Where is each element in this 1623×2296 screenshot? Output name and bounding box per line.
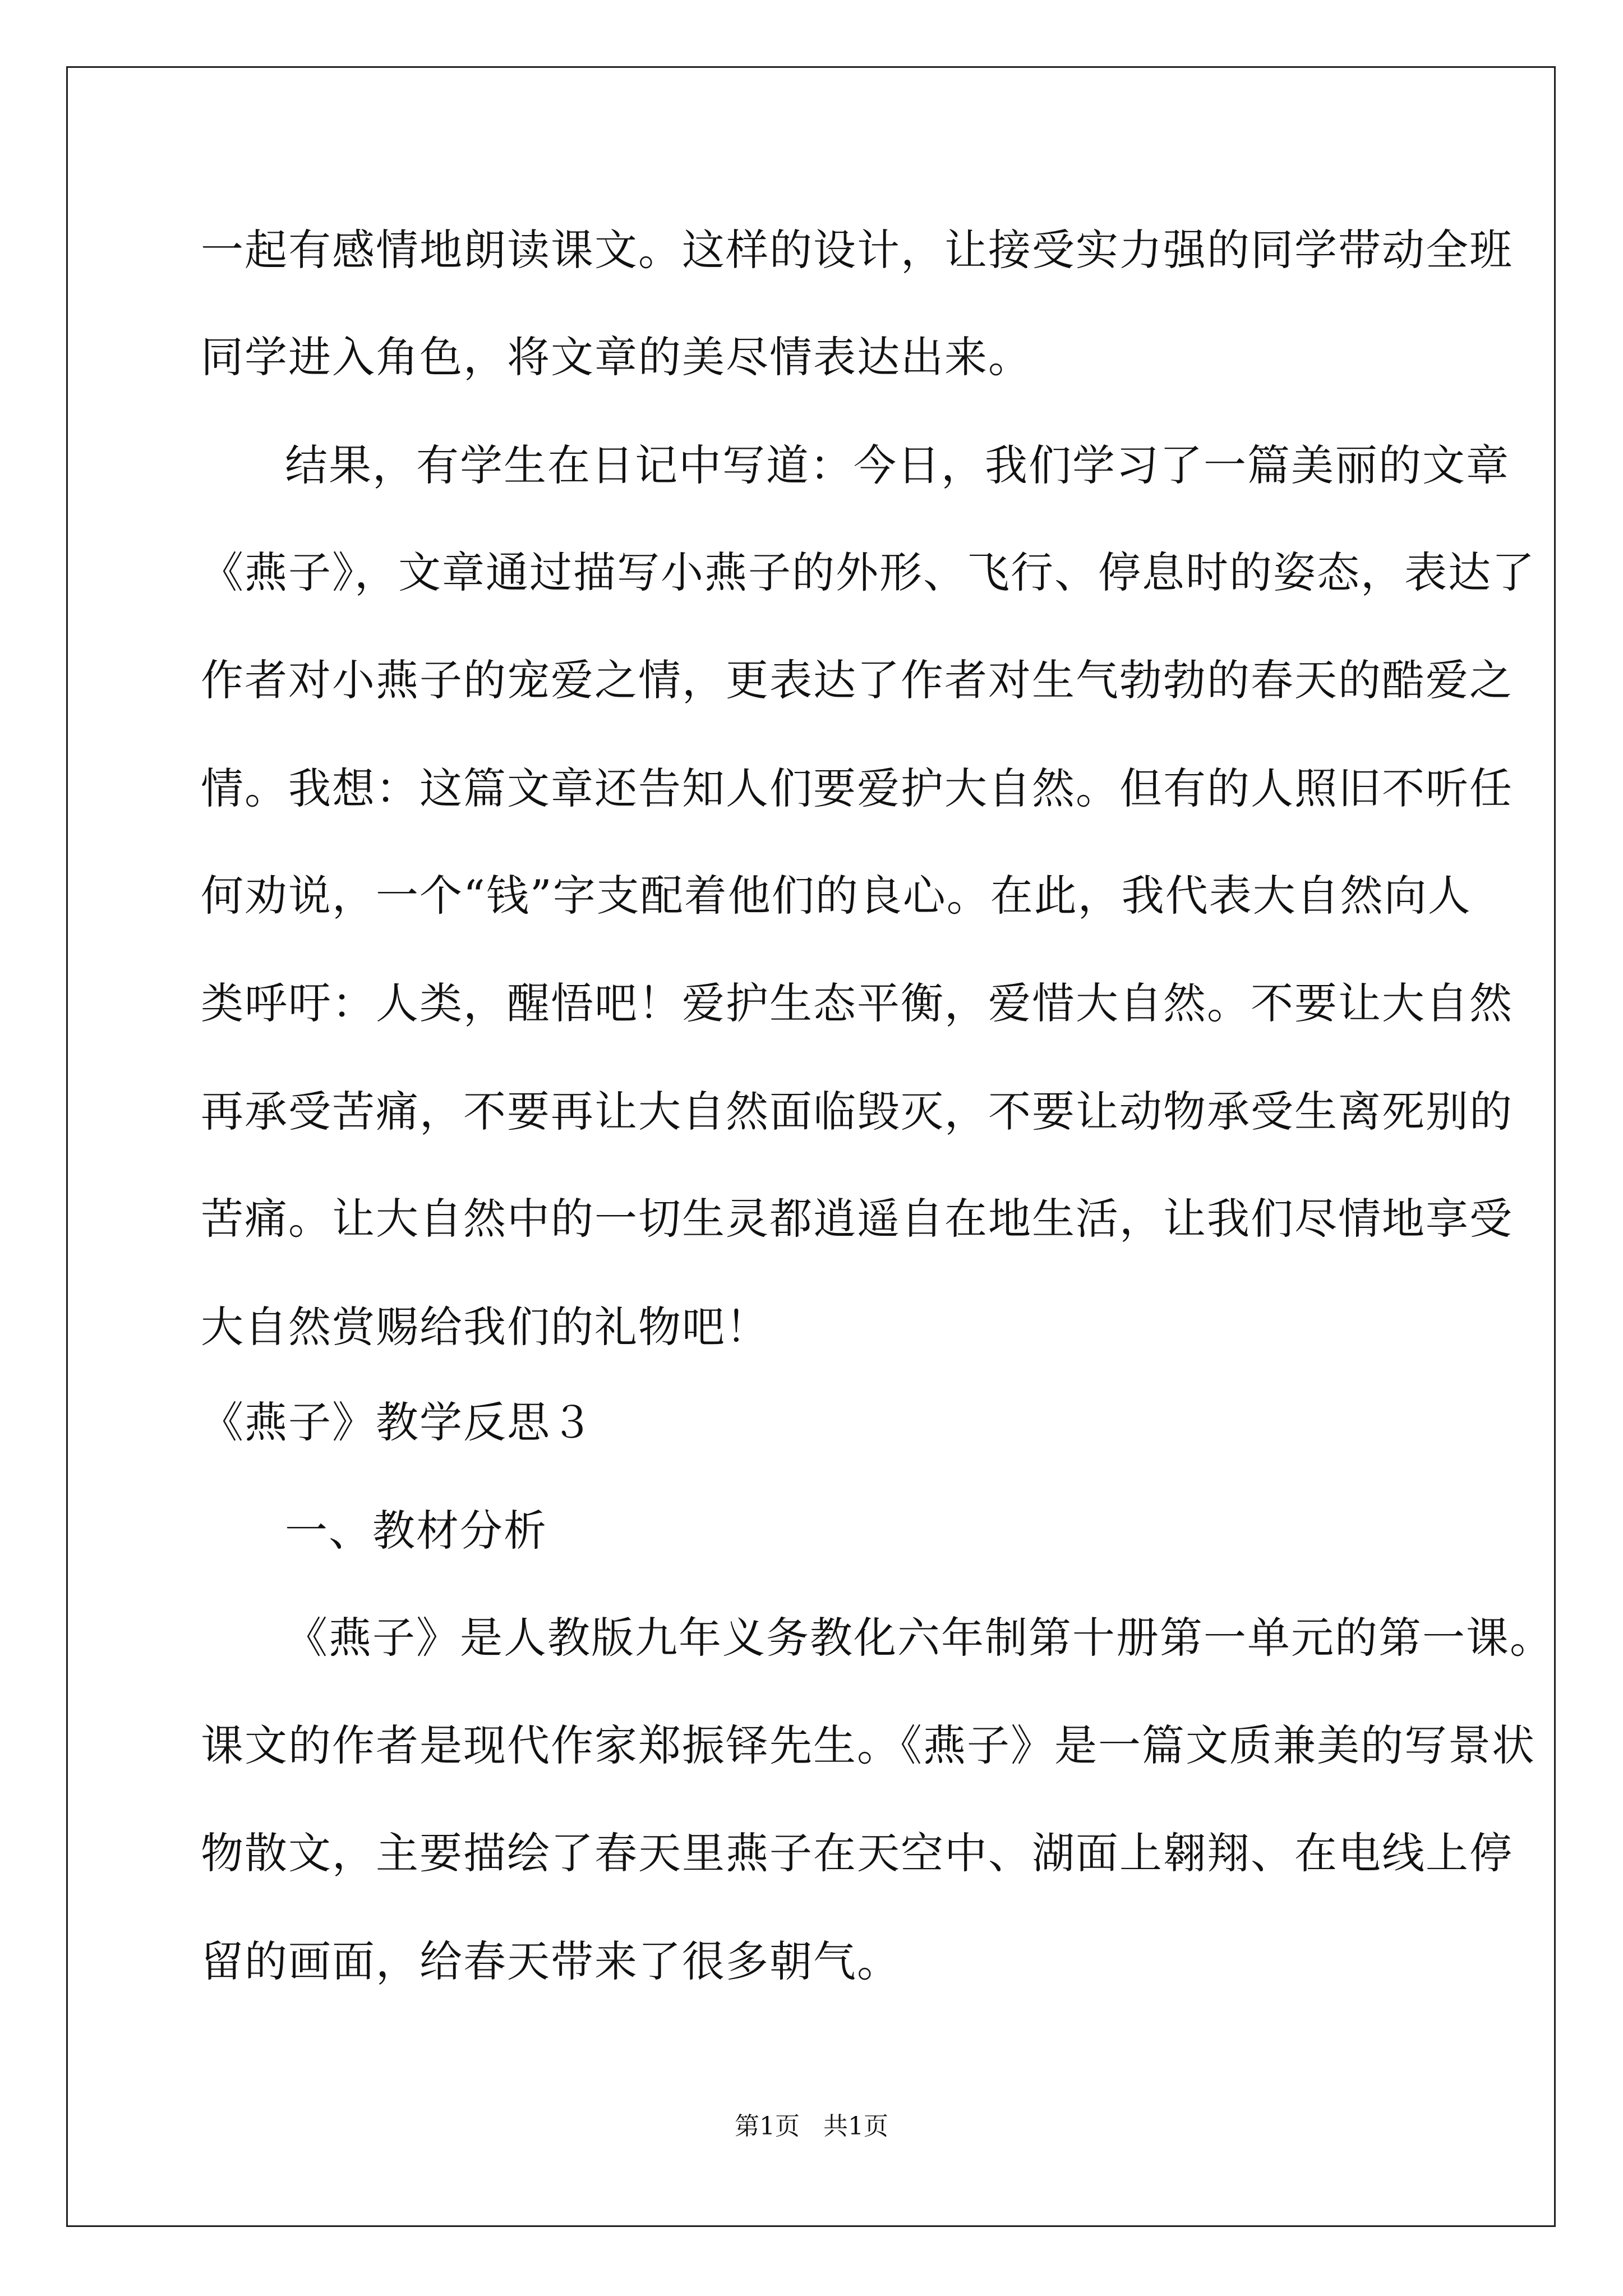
- text-line: 何劝说，一个“钱”字支配着他们的良心。在此，我代表大自然向人: [201, 871, 1472, 921]
- text-line: 作者对小燕子的宠爱之情，更表达了作者对生气勃勃的春天的酷爱之: [201, 655, 1513, 705]
- subsection-heading: 一、教材分析: [285, 1506, 547, 1556]
- text-line: 物散文，主要描绘了春天里燕子在天空中、湖面上翱翔、在电线上停: [201, 1828, 1513, 1878]
- page-number-footer: 第1页 共1页: [735, 2112, 888, 2141]
- text-line: 留的画面，给春天带来了很多朝气。: [201, 1936, 901, 1986]
- text-line: 大自然赏赐给我们的礼物吧！: [201, 1302, 769, 1352]
- section-heading: 《燕子》教学反思３: [201, 1397, 594, 1447]
- text-line: 情。我想：这篇文章还告知人们要爱护大自然。但有的人照旧不听任: [201, 763, 1513, 813]
- text-line: 《燕子》是人教版九年义务教化六年制第十册第一单元的第一课。: [285, 1613, 1553, 1663]
- text-line: 再承受苦痛，不要再让大自然面临毁灭，不要让动物承受生离死别的: [201, 1087, 1513, 1137]
- text-line: 《燕子》，文章通过描写小燕子的外形、飞行、停息时的姿态，表达了: [201, 547, 1536, 597]
- text-line: 同学进入角色，将文章的美尽情表达出来。: [201, 332, 1032, 382]
- text-line: 结果，有学生在日记中写道：今日，我们学习了一篇美丽的文章: [285, 440, 1510, 490]
- text-line: 一起有感情地朗读课文。这样的设计，让接受实力强的同学带动全班: [201, 225, 1513, 275]
- text-line: 课文的作者是现代作家郑振铎先生。《燕子》是一篇文质兼美的写景状: [201, 1720, 1536, 1770]
- text-line: 苦痛。让大自然中的一切生灵都逍遥自在地生活，让我们尽情地享受: [201, 1194, 1513, 1244]
- text-line: 类呼吁：人类，醒悟吧！爱护生态平衡，爱惜大自然。不要让大自然: [201, 978, 1513, 1028]
- page-border: [66, 66, 1556, 2227]
